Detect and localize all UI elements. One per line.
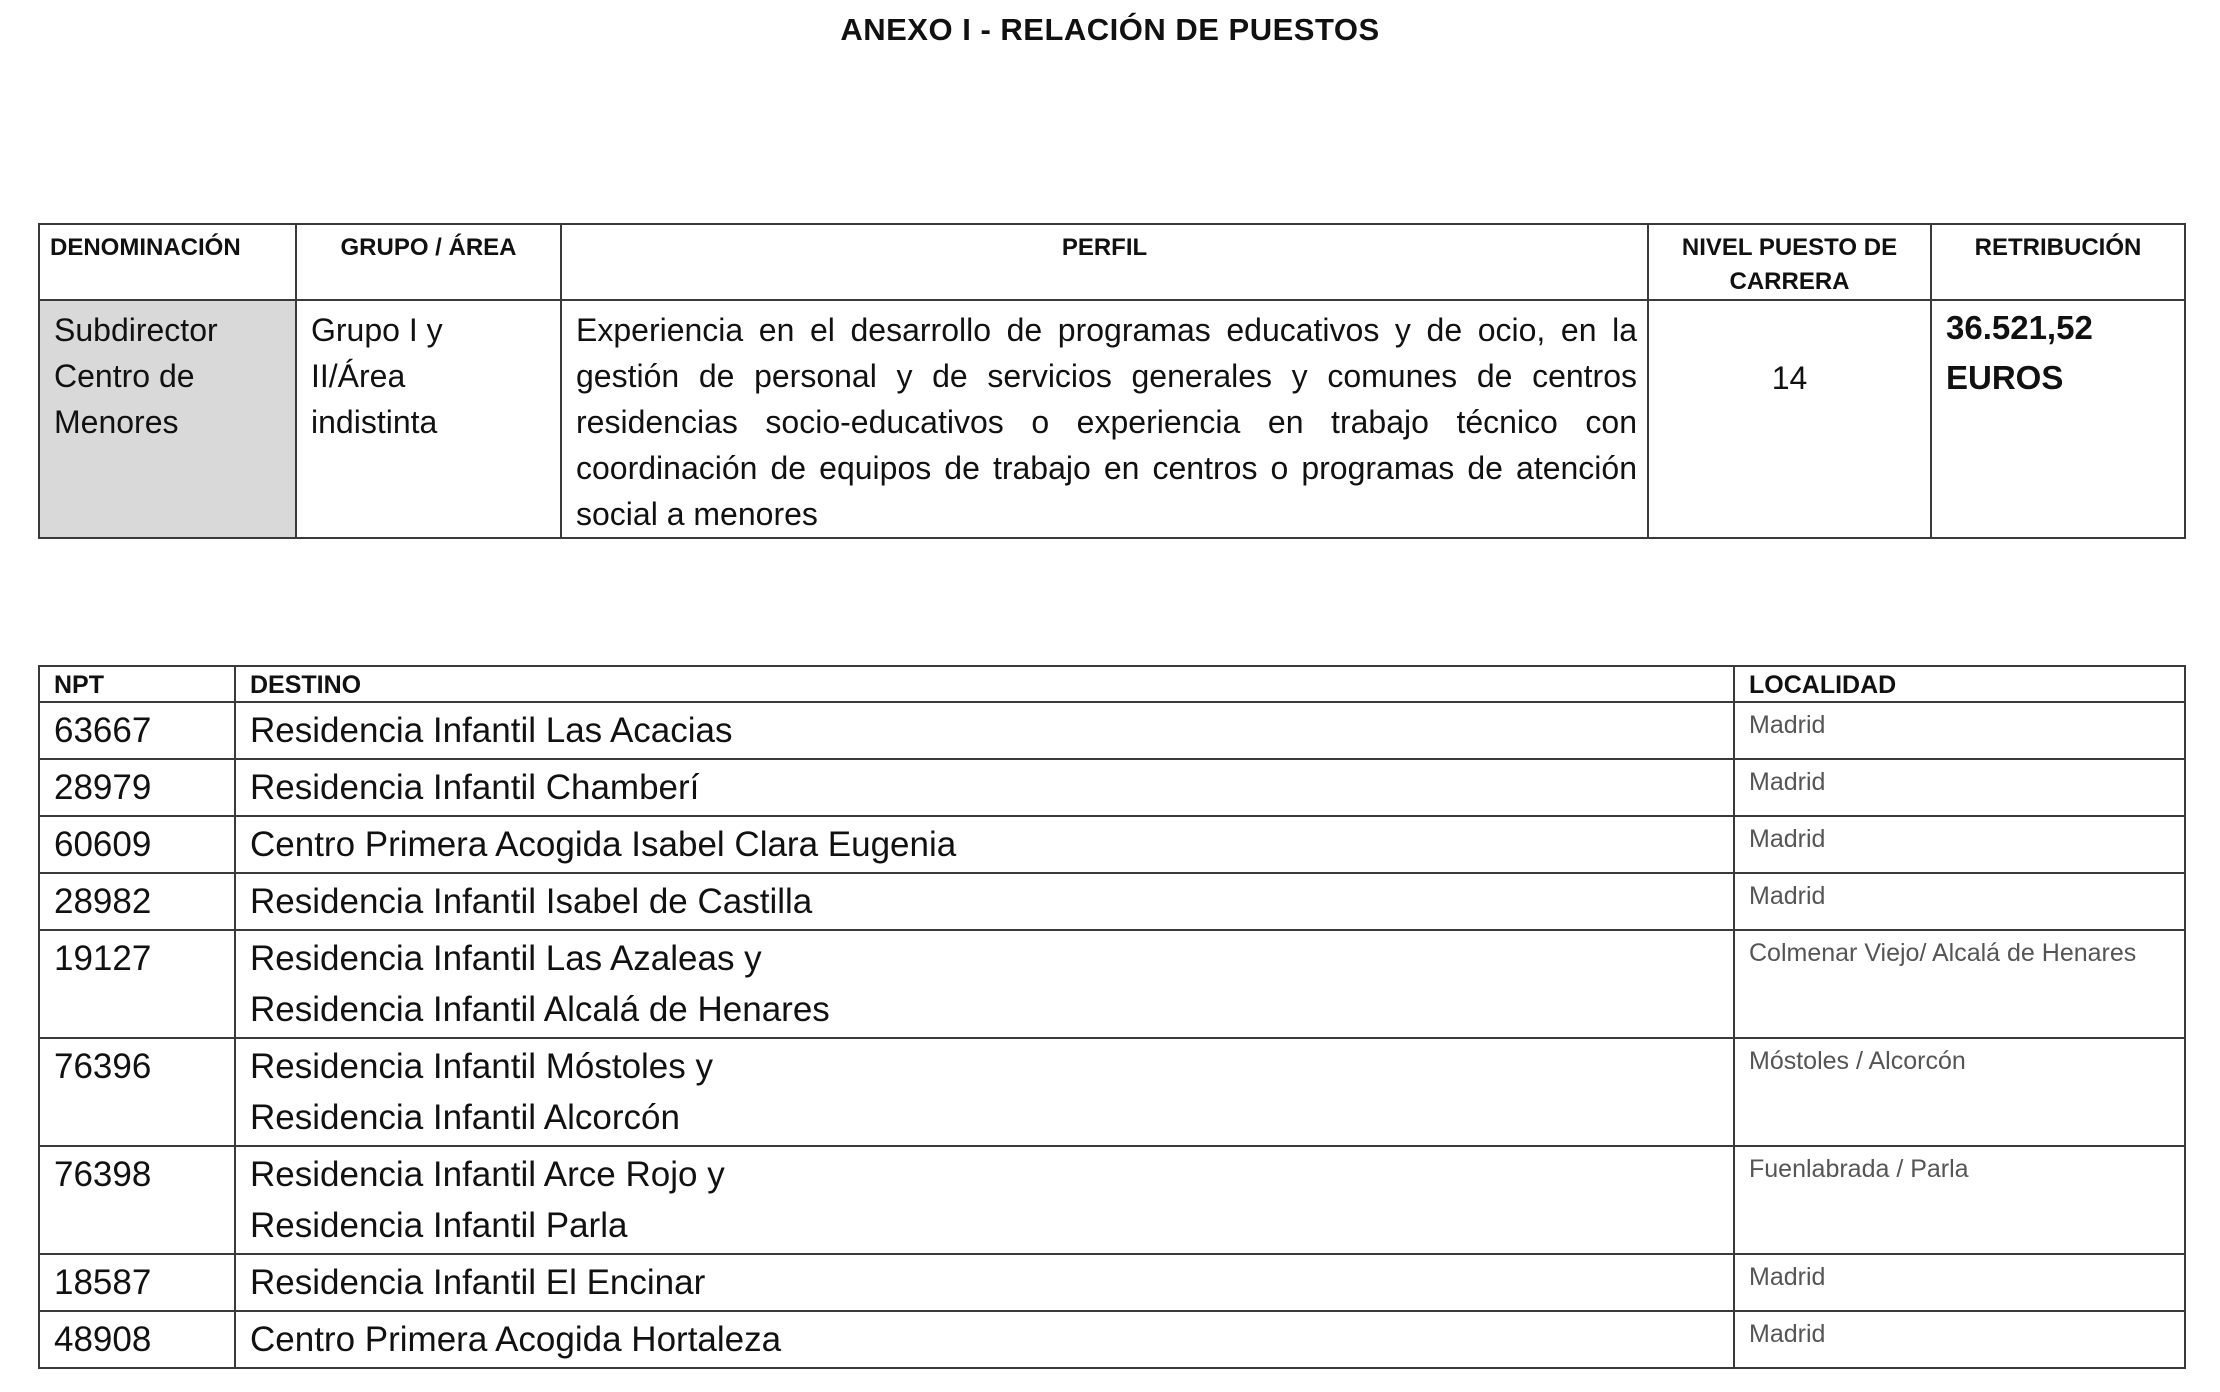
destino-line: Residencia Infantil Isabel de Castilla [250,882,813,921]
denominacion-line: Subdirector [54,312,218,348]
destino-line: Centro Primera Acogida Isabel Clara Eugenia [250,825,957,864]
cell-destino [235,816,1734,873]
table-row [39,1254,2185,1311]
table-row [39,930,2185,1038]
cell-destino [235,930,1734,1038]
cell-denominacion [39,300,296,538]
destinos-header-row [39,666,2185,702]
cell-destino [235,873,1734,930]
table-row [39,1038,2185,1146]
cell-localidad: Móstoles / Alcorcón [1734,1038,2185,1146]
destino-line: Residencia Infantil Parla [250,1206,628,1245]
destinos-table [38,665,2186,1369]
puesto-data-row [39,300,2185,538]
puesto-header-row [39,224,2185,300]
header-retribucion: RETRIBUCIÓN [1931,224,2185,300]
cell-npt: 48908 [39,1311,235,1368]
cell-destino [235,759,1734,816]
table-row [39,1146,2185,1254]
destino-line: Centro Primera Acogida Hortaleza [250,1320,782,1359]
destino-line: Residencia Infantil Alcalá de Henares [250,990,830,1029]
destino-line: Residencia Infantil Chamberí [250,768,700,807]
destino-line: Residencia Infantil Arce Rojo y [250,1155,725,1194]
cell-npt: 76398 [39,1146,235,1254]
cell-localidad: Fuenlabrada / Parla [1734,1146,2185,1254]
retribucion-currency: EUROS [1946,359,2064,396]
denominacion-line: Centro de [54,358,195,394]
cell-destino [235,1038,1734,1146]
header-destino: DESTINO [235,666,1734,702]
retribucion-amount: 36.521,52 [1946,309,2093,346]
cell-destino [235,1254,1734,1311]
cell-npt: 18587 [39,1254,235,1311]
cell-localidad: Madrid [1734,873,2185,930]
grupo-area-line: II/Área [311,358,406,394]
destino-line: Residencia Infantil Móstoles y [250,1047,713,1086]
header-nivel: NIVEL PUESTO DE CARRERA [1648,224,1931,300]
table-row [39,873,2185,930]
table-row [39,816,2185,873]
cell-npt: 28982 [39,873,235,930]
table-row [39,759,2185,816]
table-row [39,1311,2185,1368]
cell-localidad: Madrid [1734,816,2185,873]
cell-localidad: Madrid [1734,1311,2185,1368]
cell-npt: 28979 [39,759,235,816]
cell-localidad: Madrid [1734,1254,2185,1311]
destino-line: Residencia Infantil Las Acacias [250,711,733,750]
header-localidad: LOCALIDAD [1734,666,2185,702]
cell-grupo-area [296,300,561,538]
header-denominacion: DENOMINACIÓN [39,224,296,300]
cell-destino [235,1311,1734,1368]
puesto-table [38,223,2186,539]
header-perfil: PERFIL [561,224,1648,300]
cell-npt: 76396 [39,1038,235,1146]
cell-npt: 60609 [39,816,235,873]
cell-nivel: 14 [1648,300,1931,538]
cell-destino [235,1146,1734,1254]
document-title: ANEXO I - RELACIÓN DE PUESTOS [840,12,1380,47]
grupo-area-line: indistinta [311,404,438,440]
denominacion-line: Menores [54,404,179,440]
destino-line: Residencia Infantil Las Azaleas y [250,939,762,978]
cell-localidad: Madrid [1734,759,2185,816]
cell-destino [235,702,1734,759]
destino-line: Residencia Infantil Alcorcón [250,1098,680,1137]
cell-retribucion [1931,300,2185,538]
header-grupo-area: GRUPO / ÁREA [296,224,561,300]
cell-localidad: Colmenar Viejo/ Alcalá de Henares [1734,930,2185,1038]
cell-npt: 19127 [39,930,235,1038]
cell-npt: 63667 [39,702,235,759]
cell-localidad: Madrid [1734,702,2185,759]
table-row [39,702,2185,759]
header-npt: NPT [39,666,235,702]
grupo-area-line: Grupo I y [311,312,443,348]
cell-perfil: Experiencia en el desarrollo de programas educativos y de ocio, en la gestión de personal y de servicios generales y comunes de centros residencias socio-educativos o experiencia en trabajo técnico con coordinación de equipos de trabajo en centros o programas de atención social a menores [561,300,1648,538]
destino-line: Residencia Infantil El Encinar [250,1263,706,1302]
